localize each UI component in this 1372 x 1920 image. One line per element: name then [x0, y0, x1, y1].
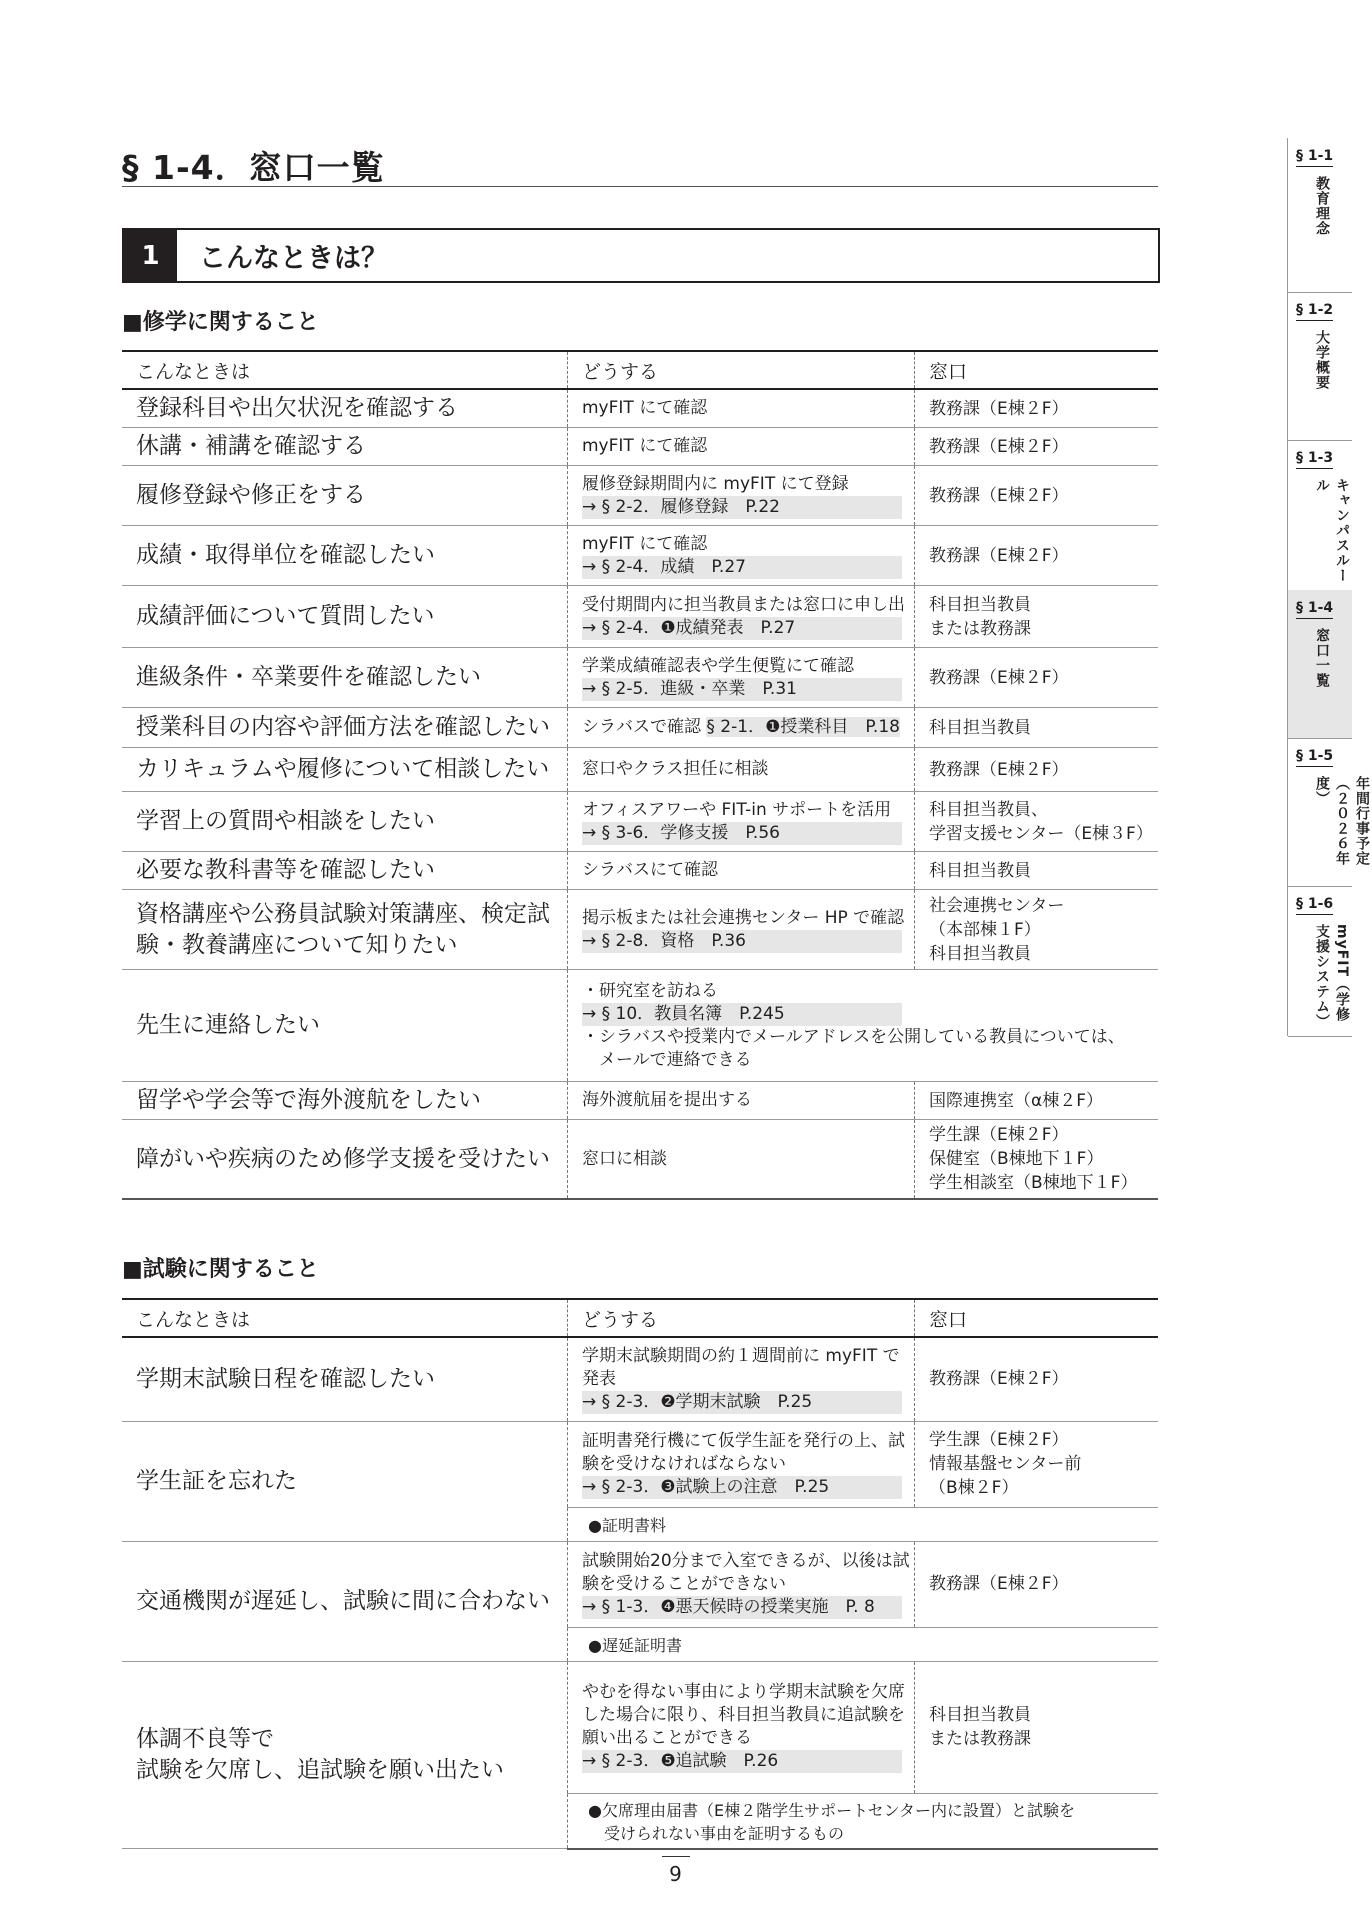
row-office [915, 428, 1159, 466]
action-text: 試験開始20分まで入室できるが、以後は試験を受けることができない [582, 1550, 910, 1594]
col-header-how: どうする [568, 351, 915, 389]
situation-text: 交通機関が遅延し、試験に間に合わない [136, 1587, 550, 1614]
row-action [568, 792, 915, 852]
row-office [915, 1421, 1159, 1507]
row-situation [122, 748, 568, 792]
sidebar-tab-label: 大学概要 [1314, 330, 1330, 390]
sidebar-tab-number: § 1-2 [1296, 302, 1333, 321]
table-row [122, 466, 1158, 526]
table-row [122, 970, 1158, 1082]
action-text: myFIT にて確認 [582, 398, 708, 418]
required-document-text: ●欠席理由届書（E棟２階学生サポートセンター内に設置）と試験を 受けられない事由を証明するもの [588, 1800, 1075, 1843]
reference-link[interactable]: → § 10．教員名簿 P.245 [582, 1003, 902, 1026]
page-number: 9 [669, 1862, 682, 1886]
row-action [568, 852, 915, 890]
action-text: ・研究室を訪ねる [582, 980, 718, 1001]
row-office [915, 708, 1159, 748]
required-document [568, 1627, 1159, 1661]
action-text: myFIT にて確認 [582, 533, 708, 554]
sidebar-tab-1[interactable] [1288, 138, 1352, 293]
row-situation [122, 466, 568, 526]
row-action [568, 389, 915, 428]
table-row [122, 428, 1158, 466]
reference-link[interactable]: → § 2-2．履修登録 P.22 [582, 496, 902, 519]
table-row [122, 890, 1158, 970]
row-situation [122, 1082, 568, 1120]
required-document [568, 1793, 1159, 1849]
situation-text: 履修登録や修正をする [136, 482, 366, 508]
row-situation [122, 792, 568, 852]
required-document [568, 1507, 1159, 1541]
situation-text: 学生証を忘れた [136, 1467, 297, 1494]
row-situation [122, 1421, 568, 1541]
action-text: シラバスにて確認 [582, 860, 718, 880]
row-office [915, 389, 1159, 428]
row-situation [122, 852, 568, 890]
situation-text: 体調不良等で 試験を欠席し、追試験を願い出たい [136, 1725, 504, 1783]
row-situation [122, 1337, 568, 1421]
reference-link[interactable]: → § 2-4．❶成績発表 P.27 [582, 617, 902, 640]
sidebar-tab-number: § 1-1 [1296, 148, 1333, 167]
row-office [915, 1661, 1159, 1793]
row-action [568, 1082, 915, 1120]
row-office [915, 748, 1159, 792]
situation-text: 休講・補講を確認する [136, 433, 366, 459]
table-row [122, 1661, 1158, 1793]
table-row [122, 1421, 1158, 1507]
required-document-text: ●遅延証明書 [588, 1635, 682, 1655]
situation-text: 資格講座や公務員試験対策講座、検定試験・教養講座について知りたい [136, 900, 550, 958]
situation-text: 登録科目や出欠状況を確認する [136, 395, 458, 421]
table-row [122, 708, 1158, 748]
office-text: 教務課（E棟２F） [929, 485, 1069, 506]
row-situation [122, 890, 568, 970]
situation-text: カリキュラムや履修について相談したい [136, 756, 550, 782]
sidebar-tab-label: myFIT（学修支援システム） [1314, 924, 1350, 1029]
exam-table [122, 1298, 1158, 1850]
row-action [568, 890, 915, 970]
table-header-row [122, 351, 1158, 389]
table-row [122, 852, 1158, 890]
sidebar-tab-label: 年間行事予定（２０２６年度） [1314, 776, 1370, 866]
col-header-office: 窓口 [915, 1299, 1159, 1337]
row-situation [122, 648, 568, 708]
row-office [915, 1541, 1159, 1627]
row-office [915, 526, 1159, 586]
reference-link[interactable]: → § 2-8．資格 P.36 [582, 930, 902, 953]
col-header-how: どうする [568, 1299, 915, 1337]
office-text: 科目担当教員 [929, 717, 1031, 738]
row-action [568, 748, 915, 792]
col-header-when: こんなときは [122, 351, 568, 389]
row-situation [122, 708, 568, 748]
action-text: シラバスで確認 [582, 717, 701, 737]
row-office [915, 1120, 1159, 1200]
office-text: 国際連携室（α棟２F） [929, 1090, 1103, 1111]
row-situation [122, 428, 568, 466]
action-text: 掲示板または社会連携センター HP で確認 [582, 907, 905, 928]
situation-text: 成績・取得単位を確認したい [136, 542, 435, 568]
sidebar-tab-label: キャンパスルール [1314, 478, 1350, 583]
situation-text: 障がいや疾病のため修学支援を受けたい [136, 1145, 550, 1172]
row-office [915, 466, 1159, 526]
study-table [122, 350, 1158, 1200]
col-header-when: こんなときは [122, 1299, 568, 1337]
row-action [568, 1337, 915, 1421]
office-text: 教務課（E棟２F） [929, 1369, 1069, 1390]
office-text: 学生課（E棟２F） 情報基盤センター前 （B棟２F） [929, 1430, 1082, 1498]
action-text: オフィスアワーや FIT-in サポートを活用 [582, 799, 892, 820]
action-text: 窓口やクラス担任に相談 [582, 759, 769, 779]
sidebar-tab-2[interactable] [1288, 292, 1352, 441]
table-row [122, 526, 1158, 586]
action-text: 学業成績確認表や学生便覧にて確認 [582, 655, 854, 676]
row-action [568, 708, 915, 748]
row-situation [122, 1541, 568, 1661]
table-header-row [122, 1299, 1158, 1337]
row-situation [122, 389, 568, 428]
action-text: 窓口に相談 [582, 1148, 667, 1169]
row-action [568, 1541, 915, 1627]
row-office [915, 890, 1159, 970]
office-text: 科目担当教員 または教務課 [929, 594, 1031, 639]
situation-text: 留学や学会等で海外渡航をしたい [136, 1087, 481, 1113]
col-header-office: 窓口 [915, 351, 1159, 389]
action-text: myFIT にて確認 [582, 436, 708, 456]
action-text: 学期末試験期間の約１週間前に myFIT で発表 [582, 1345, 900, 1389]
office-text: 社会連携センター （本部棟１F） 科目担当教員 [929, 895, 1065, 964]
situation-text: 学期末試験日程を確認したい [136, 1365, 435, 1392]
office-text: 科目担当教員、 学習支援センター（E棟３F） [929, 799, 1153, 844]
table-row [122, 1337, 1158, 1421]
office-text: 教務課（E棟２F） [929, 1574, 1069, 1594]
row-situation [122, 970, 568, 1082]
row-office [915, 852, 1159, 890]
reference-link[interactable]: → § 2-3．❷学期末試験 P.25 [582, 1391, 902, 1414]
table-row [122, 792, 1158, 852]
action-text: やむを得ない事由により学期末試験を欠席した場合に限り、科目担当教員に追試験を願い出ることができる [582, 1682, 905, 1748]
chapter-sidebar [1287, 138, 1370, 1036]
sidebar-tab-number: § 1-5 [1296, 748, 1333, 767]
sidebar-tab-5[interactable] [1288, 738, 1370, 887]
row-action [568, 1120, 915, 1200]
section-number: 1 [124, 230, 177, 281]
office-text: 教務課（E棟２F） [929, 398, 1069, 419]
reference-link[interactable]: → § 3-6．学修支援 P.56 [582, 822, 902, 845]
office-text: 科目担当教員 [929, 860, 1031, 881]
required-document-text: ●証明書料 [588, 1515, 666, 1535]
reference-link[interactable]: → § 2-3．❺追試験 P.26 [582, 1750, 902, 1773]
sidebar-tab-number: § 1-4 [1296, 600, 1333, 619]
row-action [568, 526, 915, 586]
sidebar-tab-label: 窓口一覧 [1314, 628, 1330, 688]
action-text: 海外渡航届を提出する [582, 1090, 752, 1110]
row-office [915, 586, 1159, 648]
row-office [915, 1082, 1159, 1120]
row-office [915, 648, 1159, 708]
row-office [915, 792, 1159, 852]
reference-link[interactable]: → § 2-3．❸試験上の注意 P.25 [582, 1476, 902, 1499]
table-row [122, 1120, 1158, 1200]
reference-link[interactable]: → § 1-3．❹悪天候時の授業実施 P. 8 [582, 1596, 902, 1619]
row-office [915, 1337, 1159, 1421]
row-action [568, 1421, 915, 1507]
section-heading-box [122, 228, 1160, 283]
reference-link[interactable]: → § 2-4．成績 P.27 [582, 556, 902, 579]
sidebar-tab-number: § 1-3 [1296, 450, 1333, 469]
situation-text: 成績評価について質問したい [136, 603, 435, 629]
situation-text: 進級条件・卒業要件を確認したい [136, 664, 481, 690]
section-title: こんなときは？ [199, 243, 388, 274]
table-row [122, 586, 1158, 648]
office-text: 学生課（E棟２F） 保健室（B棟地下１F） 学生相談室（B棟地下１F） [929, 1125, 1138, 1193]
situation-text: 先生に連絡したい [136, 1012, 320, 1038]
office-text: 科目担当教員 または教務課 [929, 1705, 1031, 1749]
row-situation [122, 1120, 568, 1200]
study-heading: ■修学に関すること [122, 310, 319, 335]
office-text: 教務課（E棟２F） [929, 759, 1069, 780]
sidebar-tab-6[interactable] [1288, 886, 1352, 1037]
row-situation [122, 1661, 568, 1849]
action-note: ・シラバスや授業内でメールアドレスを公開している教員については、 メールで連絡できる [582, 1026, 1125, 1070]
sidebar-tab-label: 教育理念 [1314, 176, 1330, 236]
page-number-rule [662, 1856, 690, 1857]
table-row [122, 1082, 1158, 1120]
action-text: 証明書発行機にて仮学生証を発行の上、試験を受けなければならない [582, 1430, 905, 1474]
row-action [568, 970, 1159, 1082]
situation-text: 授業科目の内容や評価方法を確認したい [136, 714, 550, 740]
reference-link[interactable]: § 2-1．❶授業科目 P.18 [706, 717, 900, 737]
title-rule [122, 186, 1158, 187]
page-title: § 1-4．窓口一覧 [122, 148, 385, 187]
row-action [568, 586, 915, 648]
office-text: 教務課（E棟２F） [929, 545, 1069, 566]
row-action [568, 466, 915, 526]
situation-text: 学習上の質問や相談をしたい [136, 808, 435, 834]
action-text: 受付期間内に担当教員または窓口に申し出 [582, 594, 905, 615]
table-row [122, 648, 1158, 708]
sidebar-tab-4[interactable] [1288, 590, 1352, 739]
office-text: 教務課（E棟２F） [929, 436, 1069, 457]
row-action [568, 1661, 915, 1793]
table-row [122, 1541, 1158, 1627]
table-row [122, 389, 1158, 428]
sidebar-tab-3[interactable] [1288, 440, 1352, 591]
situation-text: 必要な教科書等を確認したい [136, 857, 435, 883]
reference-link[interactable]: → § 2-5．進級・卒業 P.31 [582, 678, 902, 701]
sidebar-tab-number: § 1-6 [1296, 896, 1333, 915]
row-situation [122, 526, 568, 586]
table-row [122, 748, 1158, 792]
row-action [568, 648, 915, 708]
office-text: 教務課（E棟２F） [929, 667, 1069, 688]
row-situation [122, 586, 568, 648]
exam-heading: ■試験に関すること [122, 1257, 319, 1282]
action-text: 履修登録期間内に myFIT にて登録 [582, 473, 849, 494]
row-action [568, 428, 915, 466]
